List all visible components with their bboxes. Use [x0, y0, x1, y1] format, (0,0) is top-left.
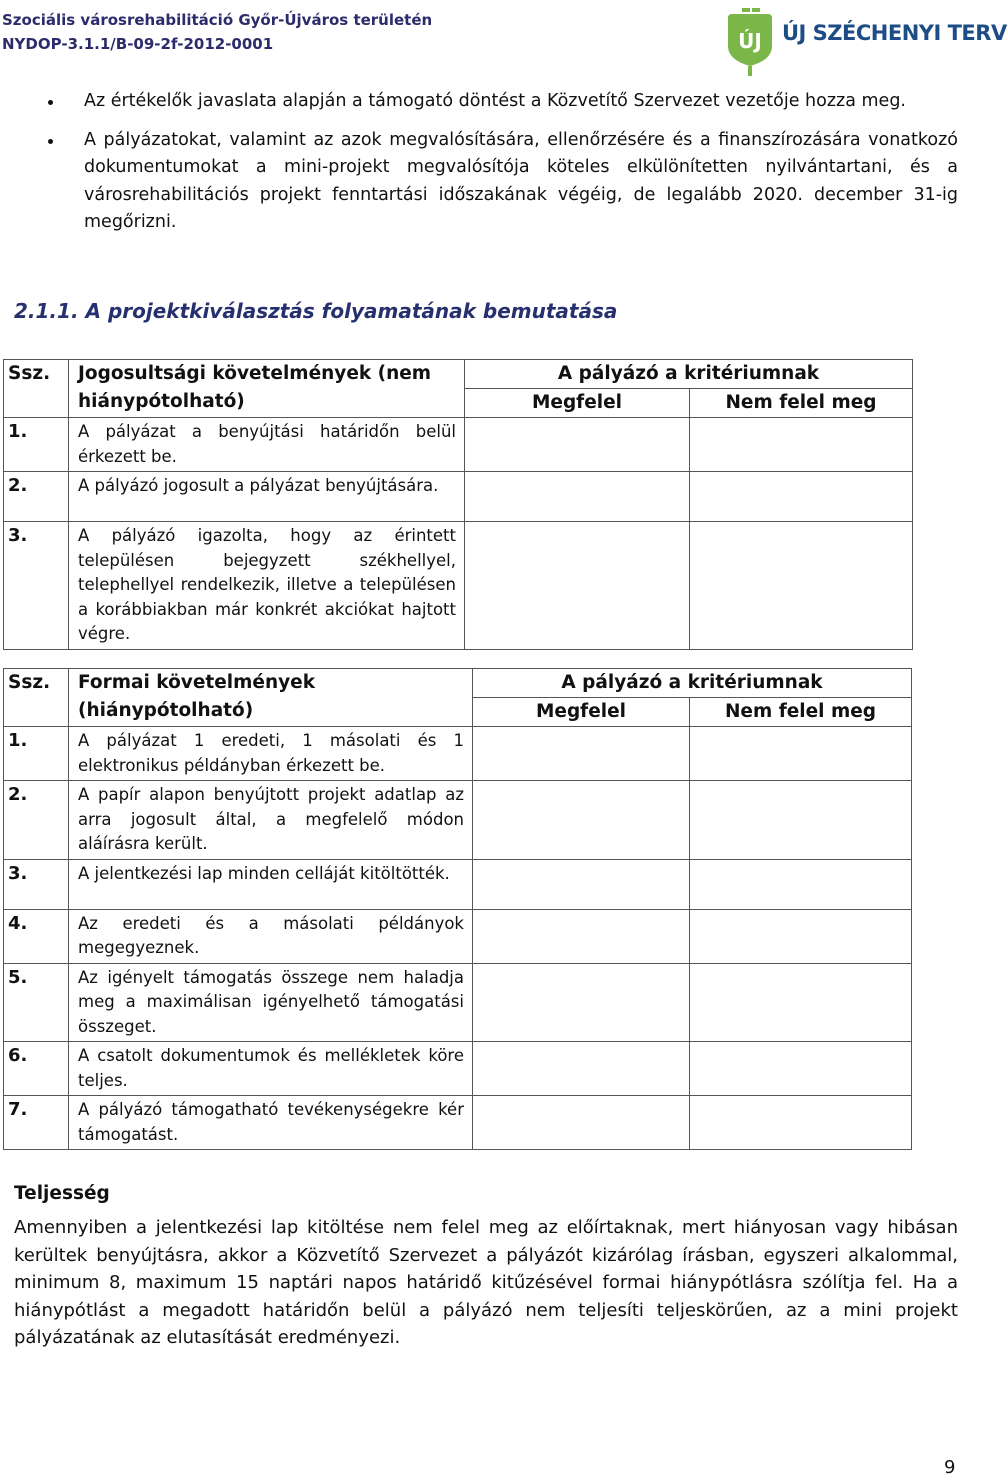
row-description: A csatolt dokumentumok és mellékletek köre teljes. [69, 1042, 473, 1096]
compliant-cell[interactable] [465, 472, 690, 522]
row-description: A pályázó támogatható tevékenységekre kér támogatást. [69, 1096, 473, 1150]
noncompliant-cell[interactable] [690, 418, 913, 472]
row-description: A pályázat a benyújtási határidőn belül érkezett be. [69, 418, 465, 472]
svg-text:ÚJ: ÚJ [738, 29, 762, 53]
noncompliant-cell[interactable] [690, 1042, 912, 1096]
compliant-cell[interactable] [473, 909, 690, 963]
row-description: Az eredeti és a másolati példányok megegyeznek. [69, 909, 473, 963]
table-header-noncompliant: Nem felel meg [690, 698, 912, 727]
table-header-noncompliant: Nem felel meg [690, 389, 913, 418]
row-number: 6. [4, 1042, 69, 1096]
bullet-list [0, 88, 960, 237]
row-description: A pályázó igazolta, hogy az érintett településen bejegyzett székhellyel, telephellyel rendelkezik, illetve a településen a korábbiakban már konkrét akciókat hajtott végre. [69, 522, 465, 650]
bullet-item [0, 88, 960, 116]
table-header-compliant: Megfelel [465, 389, 690, 418]
bullet-item [0, 127, 960, 237]
bullet-dot-icon [48, 139, 53, 144]
row-description: A papír alapon benyújtott projekt adatlap az arra jogosult által, a megfelelő módon aláírásra került. [69, 781, 473, 860]
compliant-cell[interactable] [473, 1042, 690, 1096]
noncompliant-cell[interactable] [690, 909, 912, 963]
row-description: A jelentkezési lap minden celláját kitöltötték. [69, 859, 473, 909]
table-row [4, 418, 913, 472]
page-header [0, 6, 1007, 76]
table-row [4, 781, 912, 860]
header-project-code: NYDOP-3.1.1/B-09-2f-2012-0001 [2, 35, 274, 53]
noncompliant-cell[interactable] [690, 781, 912, 860]
row-number: 1. [4, 418, 69, 472]
row-number: 1. [4, 727, 69, 781]
table-header-criteria: A pályázó a kritériumnak [465, 360, 913, 389]
row-number: 7. [4, 1096, 69, 1150]
table-row [4, 859, 912, 909]
row-number: 5. [4, 963, 69, 1042]
compliant-cell[interactable] [473, 727, 690, 781]
noncompliant-cell[interactable] [690, 859, 912, 909]
compliant-cell[interactable] [465, 522, 690, 650]
table-row [4, 1096, 912, 1150]
bullet-text: Az értékelők javaslata alapján a támogató döntést a Közvetítő Szervezet vezetője hozza meg. [84, 91, 906, 111]
compliant-cell[interactable] [473, 963, 690, 1042]
section-heading: 2.1.1. A projektkiválasztás folyamatának bemutatása [14, 299, 618, 323]
noncompliant-cell[interactable] [690, 522, 913, 650]
table-header-requirements: Formai követelmények (hiánypótolható) [69, 669, 473, 727]
table-row [4, 522, 913, 650]
table-header-compliant: Megfelel [473, 698, 690, 727]
completeness-heading: Teljesség [14, 1183, 110, 1204]
row-description: Az igényelt támogatás összege nem haladja meg a maximálisan igényelhető támogatási összeget. [69, 963, 473, 1042]
table-header-criteria: A pályázó a kritériumnak [473, 669, 912, 698]
page-number: 9 [944, 1457, 956, 1478]
row-number: 2. [4, 781, 69, 860]
compliant-cell[interactable] [473, 859, 690, 909]
table-row [4, 1042, 912, 1096]
table-row [4, 963, 912, 1042]
table-header-requirements: Jogosultsági követelmények (nem hiánypótolható) [69, 360, 465, 418]
noncompliant-cell[interactable] [690, 1096, 912, 1150]
compliant-cell[interactable] [473, 1096, 690, 1150]
completeness-paragraph: Amennyiben a jelentkezési lap kitöltése nem felel meg az előírtaknak, mert hiányosan vagy hibásan kerültek benyújtásra, akkor a Közvetítő Szervezet a pályázót kizárólag írásban, egyszeri alkalommal, minimum 8, maximum 15 naptári napos határidő kitűzésével formai hiánypótlásra szólítja fel. Ha a hiánypótlást a megadott határidőn belül a pályázó nem teljesíti teljeskörűen, az a mini projekt pályázatának az elutasítását eredményezi. [14, 1217, 958, 1348]
logo-text: ÚJ SZÉCHENYI TERV [782, 21, 1007, 45]
formal-requirements-table [3, 668, 912, 1150]
bullet-dot-icon [48, 100, 53, 105]
table-row [4, 909, 912, 963]
header-project-title: Szociális városrehabilitáció Győr-Újváros területén [2, 11, 433, 29]
row-description: A pályázó jogosult a pályázat benyújtására. [69, 472, 465, 522]
row-number: 3. [4, 859, 69, 909]
compliant-cell[interactable] [473, 781, 690, 860]
bullet-text: A pályázatokat, valamint az azok megvalósítására, ellenőrzésére és a finanszírozására vonatkozó dokumentumokat a mini-projekt megvalósítója köteles elkülönítetten nyilvántartani, és a városrehabilitációs projekt fenntartási időszakának végéig, de legalább 2020. december 31-ig megőrizni. [84, 129, 958, 232]
row-number: 2. [4, 472, 69, 522]
noncompliant-cell[interactable] [690, 963, 912, 1042]
szechenyi-terv-logo [722, 6, 1007, 76]
row-number: 4. [4, 909, 69, 963]
table-header-ssz: Ssz. [4, 669, 69, 727]
noncompliant-cell[interactable] [690, 727, 912, 781]
table-row [4, 727, 912, 781]
logo-emblem-icon [722, 6, 782, 76]
row-description: A pályázat 1 eredeti, 1 másolati és 1 elektronikus példányban érkezett be. [69, 727, 473, 781]
table-row [4, 472, 913, 522]
eligibility-requirements-table [3, 359, 913, 650]
compliant-cell[interactable] [465, 418, 690, 472]
noncompliant-cell[interactable] [690, 472, 913, 522]
row-number: 3. [4, 522, 69, 650]
table-header-ssz: Ssz. [4, 360, 69, 418]
